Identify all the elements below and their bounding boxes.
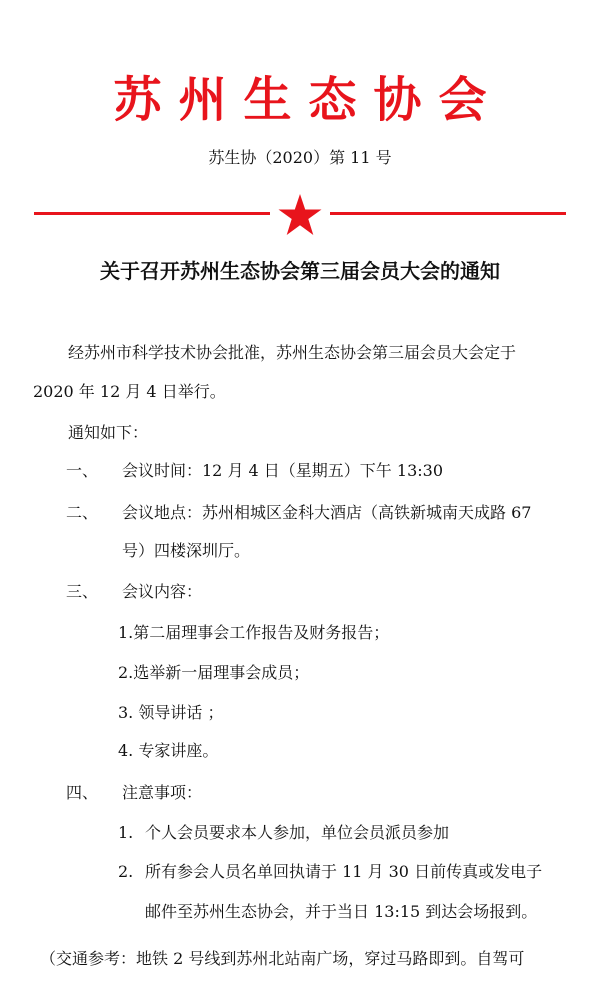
- intro-paragraph-line-2: 2020 年 12 月 4 日举行。: [33, 382, 226, 401]
- note-number-1: 1.: [118, 823, 134, 842]
- meeting-location-line-2: 号）四楼深圳厅。: [122, 541, 251, 560]
- note-item-1: 个人会员要求本人参加，单位会员派员参加: [145, 823, 450, 842]
- section-number-4: 四、: [66, 783, 99, 802]
- notice-title: 关于召开苏州生态协会第三届会员大会的通知: [100, 259, 500, 283]
- note-item-2-line-2: 邮件至苏州生态协会，并于当日 13:15 到达会场报到。: [145, 902, 538, 921]
- meeting-content-heading: 会议内容：: [122, 582, 203, 601]
- notes-heading: 注意事项：: [122, 783, 203, 802]
- agenda-item-3: 3. 领导讲话 ；: [118, 703, 224, 722]
- meeting-location-line-1: 会议地点：苏州相城区金科大酒店（高铁新城南天成路 67: [122, 503, 532, 522]
- note-number-2: 2.: [118, 862, 134, 881]
- traffic-note: （交通参考：地铁 2 号线到苏州北站南广场，穿过马路即到。自驾可: [40, 949, 525, 968]
- intro-paragraph-line-1: 经苏州市科学技术协会批准，苏州生态协会第三届会员大会定于: [68, 343, 517, 362]
- agenda-item-4: 4. 专家讲座。: [118, 741, 219, 760]
- agenda-item-1: 1.第二届理事会工作报告及财务报告；: [118, 623, 390, 642]
- meeting-time: 会议时间：12 月 4 日（星期五）下午 13:30: [122, 461, 443, 480]
- note-item-2-line-1: 所有参会人员名单回执请于 11 月 30 日前传真或发电子: [145, 862, 543, 881]
- org-title: 苏州生态协会: [113, 72, 504, 128]
- star-icon: [277, 193, 323, 237]
- section-number-2: 二、: [66, 503, 99, 522]
- doc-number: 苏生协（2020）第 11 号: [208, 148, 392, 167]
- section-number-3: 三、: [66, 582, 99, 601]
- notice-as-follows: 通知如下：: [68, 423, 149, 442]
- red-divider-left: [34, 212, 270, 215]
- red-divider-right: [330, 212, 566, 215]
- agenda-item-2: 2.选举新一届理事会成员；: [118, 663, 310, 682]
- section-number-1: 一、: [66, 461, 99, 480]
